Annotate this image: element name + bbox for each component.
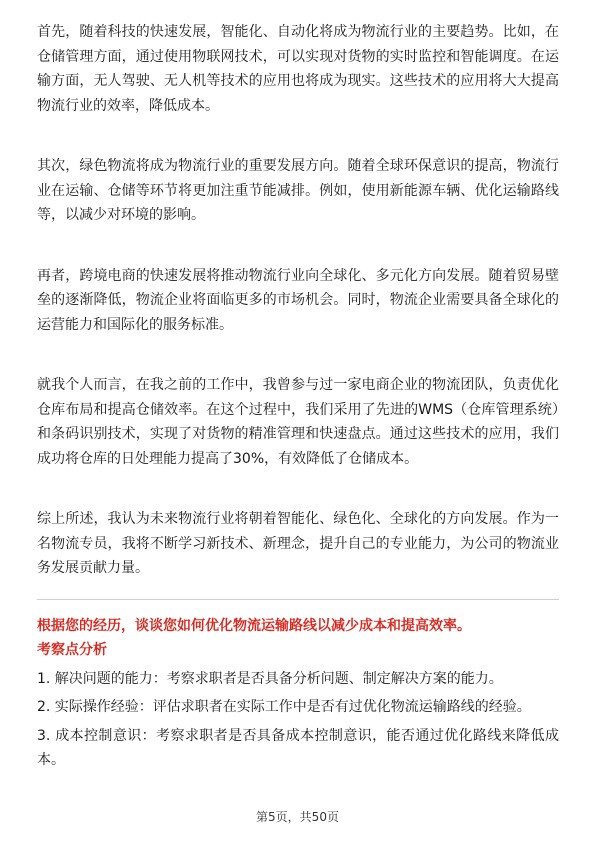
analysis-title: 考察点分析 (37, 642, 107, 658)
paragraph-cross-border: 再者，跨境电商的快速发展将推动物流行业向全球化、多元化方向发展。随着贸易壁垒的逐渐降低，物流企业将面临更多的市场机会。同时，物流企业需要具备全球化的运营能力和国际化的服务标准。 (37, 267, 559, 333)
paragraph-personal-experience: 就我个人而言，在我之前的工作中，我曾参与过一家电商企业的物流团队，负责优化仓库布局和提高仓储效率。在这个过程中，我们采用了先进的WMS（仓库管理系统）和条码识别技术，实现了对货物的精准管理和快速盘点。通过这些技术的应用，我们成功将仓库的日处理能力提高了30%，有效降低了仓储成本。 (37, 377, 559, 467)
interview-question: 根据您的经历，谈谈您如何优化物流运输路线以减少成本和提高效率。 (37, 617, 471, 634)
page-number: 第5页，共50页 (256, 810, 339, 824)
paragraph-summary: 综上所述，我认为未来物流行业将朝着智能化、绿色化、全球化的方向发展。作为一名物流专员，我将不断学习新技术、新理念，提升自己的专业能力，为公司的物流业务发展贡献力量。 (37, 511, 559, 576)
paragraph-trend-intelligence: 首先，随着科技的快速发展，智能化、自动化将成为物流行业的主要趋势。比如，在仓储管理方面，通过使用物联网技术，可以实现对货物的实时监控和智能调度。在运输方面，无人驾驶、无人机等技术的应用也将成为现实。这些技术的应用将大大提高物流行业的效率，降低成本。 (37, 24, 559, 114)
analysis-point: 2. 实际操作经验：评估求职者在实际工作中是否有过优化物流运输路线的经验。 (37, 699, 531, 715)
analysis-point: 3. 成本控制意识：考察求职者是否具备成本控制意识，能否通过优化路线来降低成本。 (37, 727, 559, 768)
paragraph-green-logistics: 其次，绿色物流将成为物流行业的重要发展方向。随着全球环保意识的提高，物流行业在运输、仓储等环节将更加注重节能减排。例如，使用新能源车辆、优化运输路线等，以减少对环境的影响。 (37, 158, 559, 223)
section-divider (37, 599, 559, 600)
document-body (37, 20, 559, 777)
analysis-point: 1. 解决问题的能力：考察求职者是否具备分析问题、制定解决方案的能力。 (37, 670, 503, 687)
